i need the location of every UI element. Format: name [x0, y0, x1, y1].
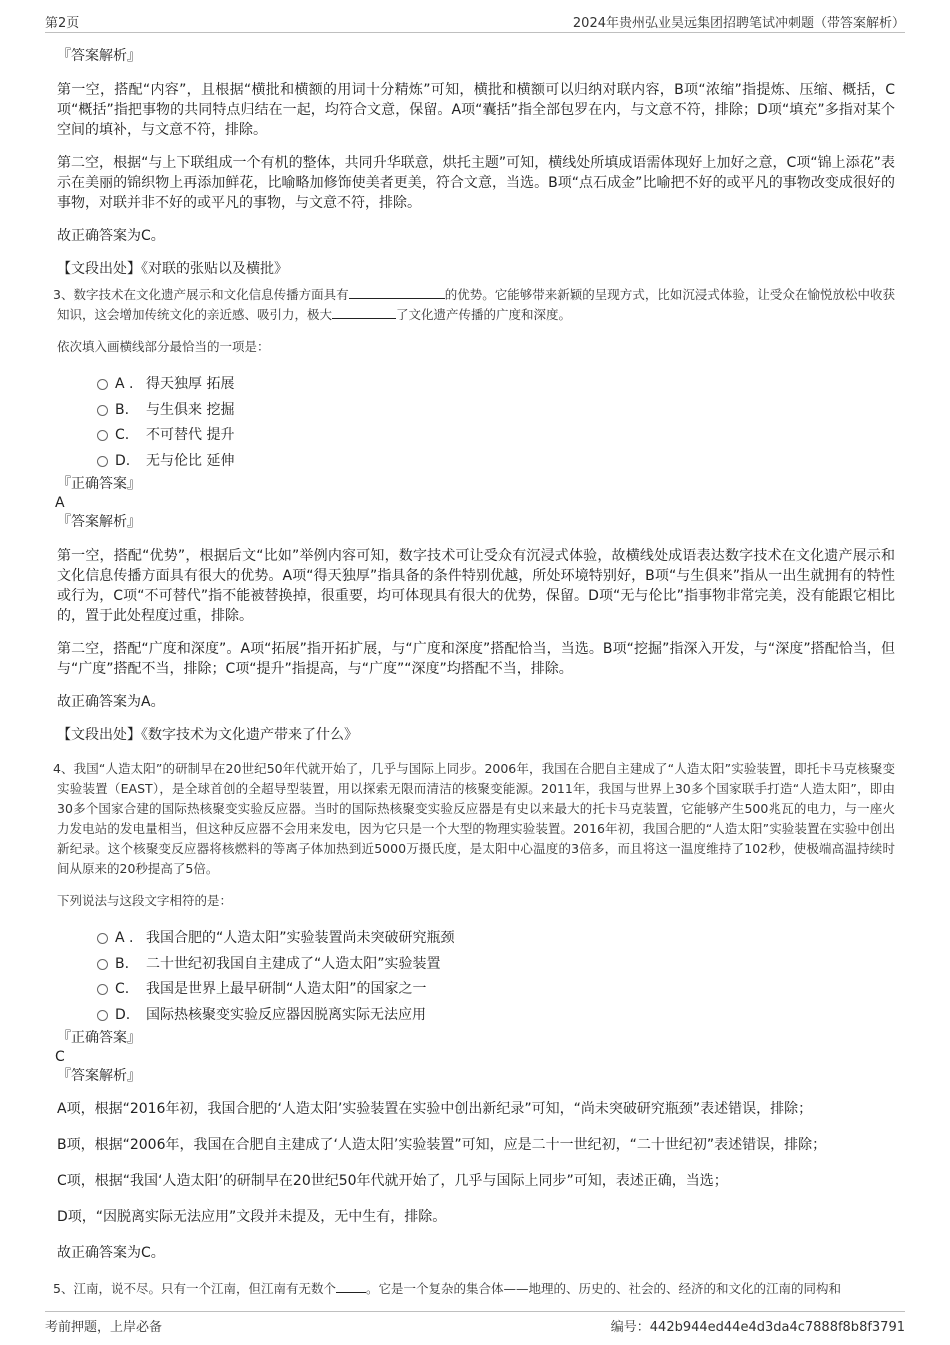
option-c[interactable]: [57, 423, 895, 449]
footer-slogan: 考前押题，上岸必备: [45, 1320, 163, 1335]
analysis-paragraph: 第二空，搭配“广度和深度”。A项“拓展”指开拓扩展，与“广度和深度”搭配恰当，当选。B项“挖掘”指深入开发，与“深度”搭配恰当，但与“广度”搭配不当，排除；C项“提升”指提高，与“广度”“深度”均搭配不当，排除。: [57, 641, 895, 677]
option-d[interactable]: [57, 1003, 895, 1029]
fill-blank: [349, 285, 445, 299]
fill-blank: [332, 305, 396, 319]
radio-button[interactable]: [97, 379, 108, 390]
correct-answer-label: 『正确答案』: [57, 1030, 141, 1046]
option-text: 二十世纪初我国自主建成了“人造太阳”实验装置: [146, 955, 441, 972]
document-body: [53, 46, 896, 1299]
analysis-paragraph: 第一空，搭配“优势”，根据后文“比如”举例内容可知，数字技术可让受众有沉浸式体验，故横线处成语表达数字技术在文化遗产展示和文化信息传播方面具有很大的优势。A项“得天独厚”指具备的条件特别优越，所处环境特别好，B项“与生俱来”指从一出生就拥有的特性或行为，C项“不可替代”指不能被替换掉，很重要，均可体现具有很大的优势，保留。D项“无与伦比”指事物非常完美，没有能跟它相比的，置于此处程度过重，排除。: [57, 548, 895, 624]
source-citation: 【文段出处】《数字技术为文化遗产带来了什么》: [57, 727, 358, 743]
options-list: [57, 372, 895, 474]
options-list: [57, 926, 895, 1028]
question-prompt: 依次填入画横线部分最恰当的一项是：: [57, 339, 270, 354]
radio-button[interactable]: [97, 456, 108, 467]
option-a[interactable]: [57, 926, 895, 952]
analysis-paragraph: 第一空，搭配“内容”，且根据“横批和横额的用词十分精炼”可知，横批和横额可以归纳对联内容，B项“浓缩”指提炼、压缩、概括，C项“概括”指把事物的共同特点归结在一起，均符合文意，保留。A项“囊括”指全部包罗在内，与文意不符，排除；D项“填充”多指对某个空间的填补，与文意不符，排除。: [57, 82, 895, 138]
analysis-label: 『答案解析』: [57, 514, 141, 530]
document-title: 2024年贵州弘业昊远集团招聘笔试冲刺题（带答案解析）: [572, 16, 905, 31]
question-5: [53, 1279, 895, 1299]
option-b[interactable]: [57, 398, 895, 424]
question-number: 5、: [53, 1281, 74, 1296]
question-text: 了文化遗产传播的广度和深度。: [396, 307, 572, 322]
option-letter: B.: [115, 955, 130, 972]
answer-conclusion: 故正确答案为A。: [57, 694, 165, 710]
question-text: 的优势。它能够带来新颖的呈现方式，比如沉浸式体验，让受众在愉悦放松中收获知识，这会增加传统文化的亲近感、吸引力，极大: [57, 287, 895, 322]
radio-button[interactable]: [97, 984, 108, 995]
option-text: 无与伦比 延伸: [146, 452, 235, 469]
radio-button[interactable]: [97, 959, 108, 970]
analysis-line: D项，“因脱离实际无法应用”文段并未提及，无中生有，排除。: [57, 1209, 447, 1225]
option-b[interactable]: [57, 952, 895, 978]
option-text: 与生俱来 挖掘: [146, 401, 235, 418]
question-number: 3、: [53, 287, 74, 302]
option-letter: B.: [115, 401, 130, 418]
correct-answer: A: [55, 495, 65, 511]
document-id: 编号：442b944ed44e4d3da4c7888f8b8f3791: [610, 1320, 905, 1335]
option-letter: D.: [115, 1006, 131, 1023]
question-4: [53, 759, 896, 879]
option-text: 我国是世界上最早研制“人造太阳”的国家之一: [146, 981, 427, 997]
radio-button[interactable]: [97, 430, 108, 441]
page-header: [45, 10, 905, 33]
answer-conclusion: 故正确答案为C。: [57, 228, 165, 244]
question-3: [53, 285, 895, 325]
option-text: 国际热核聚变实验反应器因脱离实际无法应用: [146, 1006, 426, 1023]
radio-button[interactable]: [97, 405, 108, 416]
option-letter: D.: [115, 452, 131, 469]
analysis-label: 『答案解析』: [57, 48, 141, 64]
analysis-paragraph: 第二空，根据“与上下联组成一个有机的整体，共同升华联意，烘托主题”可知，横线处所填成语需体现好上加好之意，C项“锦上添花”表示在美丽的锦织物上再添加鲜花，比喻略加修饰使美者更美，符合文意，当选。B项“点石成金”比喻把不好的或平凡的事物改变成很好的事物，对联并非不好的或平凡的事物，与文意不符，排除。: [57, 155, 895, 211]
question-number: 4、: [53, 761, 74, 776]
analysis-line: C项，根据“我国‘人造太阳’的研制早在20世纪50年代就开始了，几乎与国际上同步”可知，表述正确，当选；: [57, 1173, 728, 1189]
question-prompt: 下列说法与这段文字相符的是：: [57, 893, 233, 908]
question-text: 江南，说不尽。只有一个江南，但江南有无数个: [73, 1281, 336, 1296]
analysis-label: 『答案解析』: [57, 1068, 141, 1084]
option-letter: C.: [115, 981, 130, 997]
answer-conclusion: 故正确答案为C。: [57, 1245, 165, 1261]
radio-button[interactable]: [97, 933, 108, 944]
correct-answer-label: 『正确答案』: [57, 476, 141, 492]
radio-button[interactable]: [97, 1010, 108, 1021]
option-letter: C.: [115, 427, 130, 443]
analysis-line: A项，根据“2016年初，我国合肥的‘人造太阳’实验装置在实验中创出新纪录”可知，“尚未突破研究瓶颈”表述错误，排除；: [57, 1101, 813, 1117]
page-footer: [45, 1311, 905, 1336]
option-letter: A .: [115, 930, 134, 946]
question-text: 。它是一个复杂的集合体——地理的、历史的、社会的、经济的和文化的江南的同构和: [365, 1281, 841, 1296]
option-text: 不可替代 提升: [146, 427, 235, 443]
fill-blank: [336, 1279, 366, 1293]
source-citation: 【文段出处】《对联的张贴以及横批》: [57, 261, 288, 277]
option-letter: A .: [115, 376, 134, 392]
option-a[interactable]: [57, 372, 895, 398]
option-d[interactable]: [57, 449, 895, 475]
correct-answer: C: [55, 1049, 65, 1065]
option-text: 我国合肥的“人造太阳”实验装置尚未突破研究瓶颈: [146, 930, 455, 946]
question-text: 我国“人造太阳”的研制早在20世纪50年代就开始了，几乎与国际上同步。2006年，我国在合肥自主建成了“人造太阳”实验装置，即托卡马克核聚变实验装置（EAST），是全球首创的全超导型装置，用以探索无限而清洁的核聚变能源。2011年，我国与世界上30多个国家联手打造“人造太阳”，即由30多个国家合建的国际热核聚变实验反应器。当时的国际热核聚变实验反应器是有史以来最大的托卡马克装置，它能够产生500兆瓦的电力，与一座火力发电站的发电量相当，但这种反应器不会用来发电，因为它只是一个大型的物理实验装置。2016年初，我国合肥的“人造太阳”实验装置在实验中创出新纪录。这个核聚变反应器将核燃料的等离子体加热到近5000万摄氏度，是太阳中心温度的3倍多，而且将这一温度维持了102秒，使极端高温持续时间从原来的20秒提高了5倍。: [57, 761, 896, 876]
option-c[interactable]: [57, 977, 895, 1003]
question-text: 数字技术在文化遗产展示和文化信息传播方面具有: [73, 287, 349, 302]
analysis-line: B项，根据“2006年，我国在合肥自主建成了‘人造太阳’实验装置”可知，应是二十一世纪初，“二十世纪初”表述错误，排除；: [57, 1137, 827, 1153]
page-number: 第2页: [45, 16, 80, 31]
option-text: 得天独厚 拓展: [146, 376, 235, 392]
